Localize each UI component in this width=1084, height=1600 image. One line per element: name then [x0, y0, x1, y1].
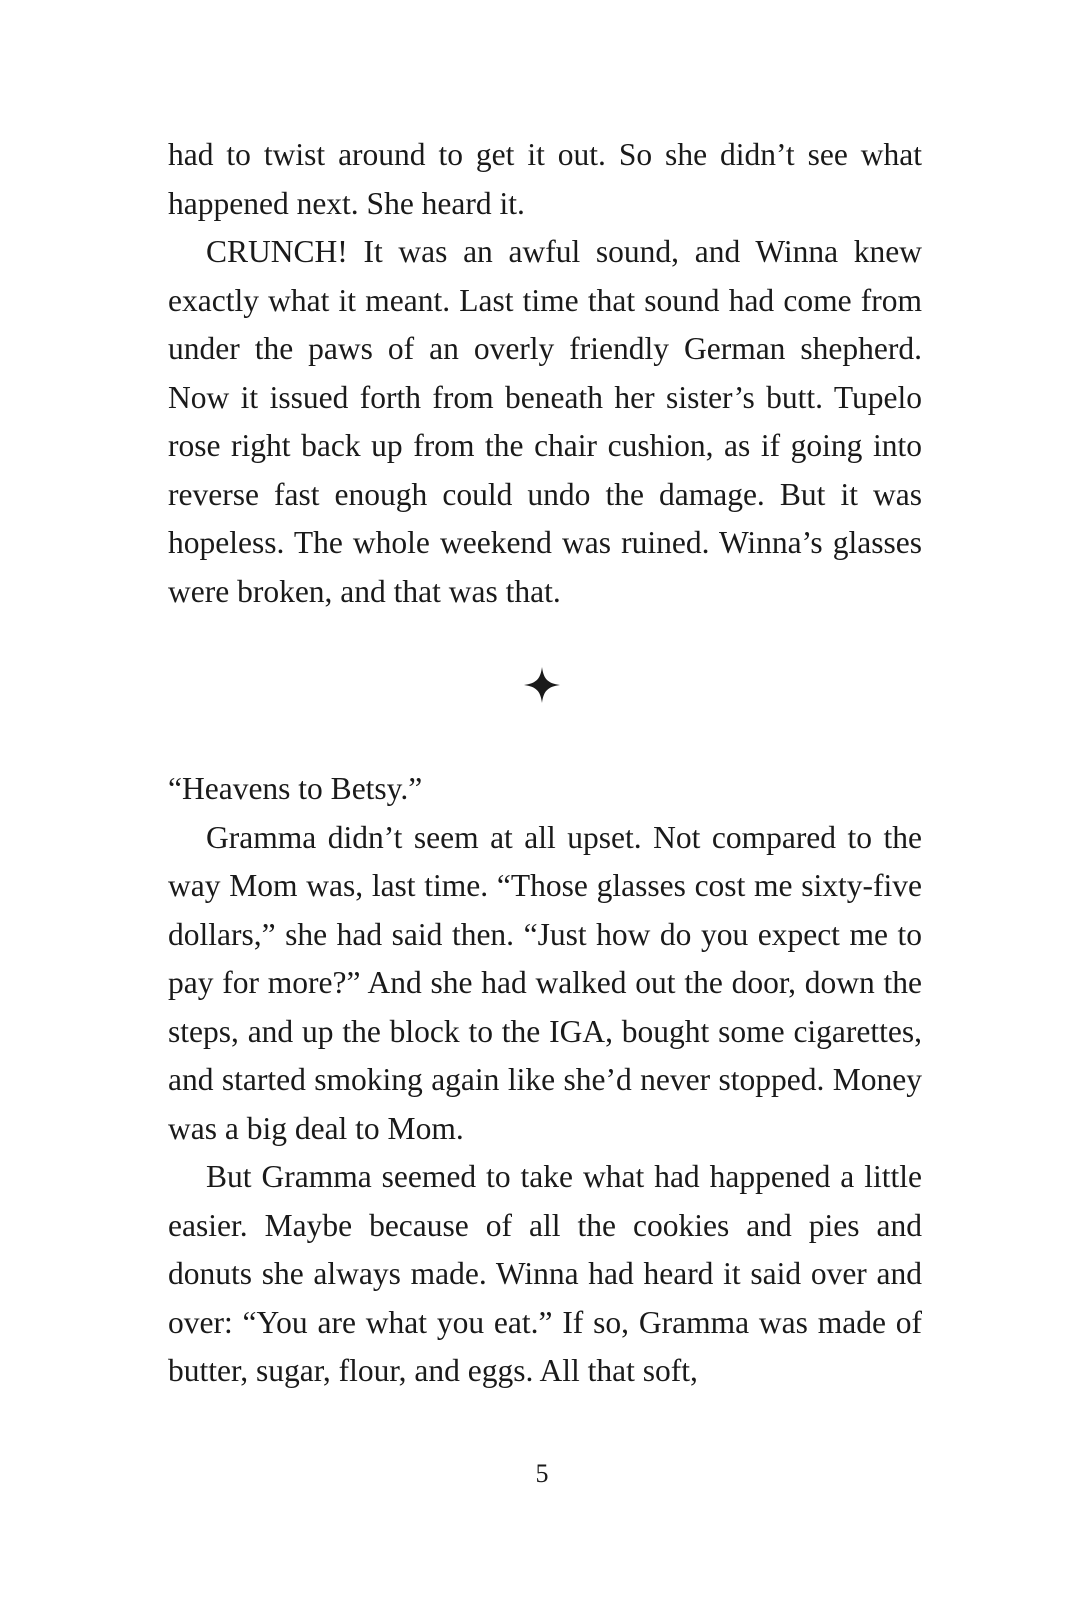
- paragraph-gramma-easier: But Gramma seemed to take what had happened a little easier. Maybe because of all the cookies and pies and donuts she always made. Winna had heard it said over and over: “You are what you eat.” If so, Gramma was made of butter, sugar, flour, and eggs. All that soft,: [168, 1159, 922, 1388]
- paragraph-crunch: CRUNCH! It was an awful sound, and Winna knew exactly what it meant. Last time that sound had come from under the paws of an overly friendly German shepherd. Now it issued forth from beneath her sister’s butt. Tupelo rose right back up from the chair cushion, as if going into reverse fast enough could undo the damage. But it was hopeless. The whole weekend was ruined. Winna’s glasses were broken, and that was that.: [168, 234, 922, 609]
- section-break: [522, 665, 562, 705]
- paragraph-continuation: had to twist around to get it out. So she didn’t see what happened next. She heard it.: [168, 137, 922, 221]
- text-section-top: [168, 131, 922, 616]
- paragraph-heavens: “Heavens to Betsy.”: [168, 771, 423, 806]
- page-number: 5: [535, 1459, 549, 1488]
- text-section-bottom: [168, 765, 922, 1396]
- four-point-star-icon: [522, 665, 562, 705]
- paragraph-gramma-upset: Gramma didn’t seem at all upset. Not compared to the way Mom was, last time. “Those glasses cost me sixty-five dollars,” she had said then. “Just how do you expect me to pay for more?” And she had walked out the door, down the steps, and up the block to the IGA, bought some cigarettes, and started smoking again like she’d never stopped. Money was a big deal to Mom.: [168, 819, 922, 1146]
